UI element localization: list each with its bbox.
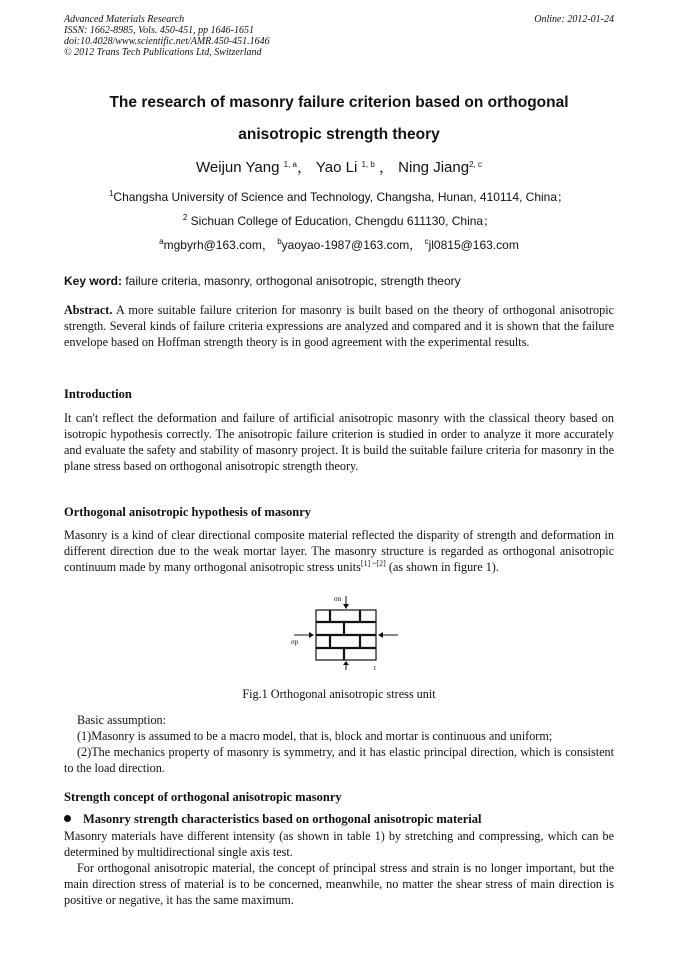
author-affiliation-mark: 1, b: [361, 160, 375, 169]
hypothesis-text: Masonry is a kind of clear directional composite material reflected the disparity of strength and deformation in different direction due to the weak mortar layer. The masonry structure is regarded as orthogonal anisotropic continuum made by many orthogonal anisotropic stress units: [64, 528, 614, 574]
author-name: Weijun Yang: [196, 159, 280, 176]
email-mark: b: [277, 237, 282, 246]
affiliation-mark: 1: [108, 189, 114, 198]
strength-concept-body: [64, 828, 614, 908]
bottom-arrow-head: [343, 661, 349, 665]
label-sigma-p: σp: [291, 638, 299, 646]
stress-unit-diagram: [288, 592, 404, 672]
abstract-label: Abstract.: [64, 303, 113, 317]
assumption-item-2: (2)The mechanics property of masonry is symmetry, and it has elastic principal direction, which is consistent to the load direction.: [64, 745, 614, 775]
left-arrow-head: [309, 632, 314, 638]
email-link[interactable]: jl0815@163.com: [428, 238, 519, 252]
assumption-item-1: (1)Masonry is assumed to be a macro model, that is, block and mortar is continuous and uniform;: [77, 729, 553, 743]
author-list: [64, 156, 614, 177]
email-mark: a: [159, 237, 164, 246]
journal-issn: ISSN: 1662-8985, Vols. 450-451, pp 1646-1651: [64, 25, 254, 36]
section-heading-strength-concept: Strength concept of orthogonal anisotropic masonry: [64, 790, 342, 804]
hypothesis-paragraph: [64, 527, 614, 575]
journal-copyright: © 2012 Trans Tech Publications Ltd, Switzerland: [64, 47, 262, 58]
label-t: t: [374, 664, 376, 672]
citation-refs: [1] ~[2]: [360, 559, 386, 568]
figure-caption: Fig.1 Orthogonal anisotropic stress unit: [242, 687, 436, 701]
section-heading-introduction: Introduction: [64, 387, 132, 401]
paper-title-line-2: anisotropic strength theory: [238, 126, 440, 143]
affiliation-1: [64, 188, 614, 205]
journal-meta: [64, 14, 270, 58]
keywords-text: failure criteria, masonry, orthogonal anisotropic, strength theory: [122, 274, 461, 288]
strength-paragraph-2: For orthogonal anisotropic material, the concept of principal stress and strain is no longer important, but the main direction stress of material is to be concerned, meanwhile, no matter the shear stress of main direction is positive or negative, it has the same maximum.: [64, 861, 614, 907]
author-name: Ning Jiang: [398, 159, 470, 176]
top-arrow-head: [343, 604, 349, 609]
author-name: Yao Li: [315, 159, 358, 176]
label-sigma-n: σn: [334, 595, 342, 603]
email-link[interactable]: yaoyao-1987@163.com，: [281, 238, 422, 252]
paper-title-line-1: The research of masonry failure criterion based on orthogonal: [109, 94, 569, 111]
affiliation-2: [64, 212, 614, 229]
author-separator: ，: [378, 159, 394, 176]
author-affiliation-mark: 1, a: [283, 160, 297, 169]
keywords: [64, 273, 614, 289]
journal-name: Advanced Materials Research: [64, 14, 185, 25]
strength-paragraph-1: Masonry materials have different intensity (as shown in table 1) by stretching and compressing, which can be determined by multidirectional single axis test.: [64, 829, 614, 859]
hypothesis-text-tail: (as shown in figure 1).: [385, 560, 499, 574]
section-heading-hypothesis: Orthogonal anisotropic hypothesis of masonry: [64, 505, 312, 519]
introduction-paragraph: It can't reflect the deformation and failure of artificial anisotropic masonry with the classical theory based on isotropic hypothesis correctly. The anisotropic failure criterion is studied in order to analyze it more accurately and evaluate the safety and stability of masonry project. It is build the suitable failure criteria for masonry in the plane stress based on orthogonal anisotropic strength theory.: [64, 411, 614, 473]
affiliation-text: Sichuan College of Education, Chengdu 611130, China；: [190, 214, 496, 228]
keywords-label: Key word:: [64, 274, 123, 288]
figure-stress-unit: [288, 592, 404, 672]
affiliation-mark: 2: [182, 213, 188, 222]
subsection-bullet: [64, 812, 614, 827]
right-arrow-head: [378, 632, 383, 638]
bullet-icon: [64, 815, 71, 822]
mortar-joints: [316, 610, 376, 660]
subsection-heading: Masonry strength characteristics based on orthogonal anisotropic material: [83, 812, 482, 826]
author-affiliation-mark: 2, c: [469, 160, 482, 169]
email-mark: c: [424, 237, 429, 246]
author-separator: ，: [296, 159, 312, 176]
journal-doi: doi:10.4028/www.scientific.net/AMR.450-451.1646: [64, 36, 270, 47]
email-link[interactable]: mgbyrh@163.com，: [163, 238, 274, 252]
abstract-text: A more suitable failure criterion for masonry is built based on the theory of orthogonal anisotropic strength. Several kinds of failure criteria expressions are analyzed and compared and it is shown that the failure envelope based on Hoffman strength theory is in good agreement with the experimental results.: [64, 303, 614, 349]
journal-header: [64, 14, 614, 58]
author-emails: [64, 236, 614, 253]
online-date: Online: 2012-01-24: [534, 14, 614, 25]
basic-assumptions: [64, 712, 614, 776]
assumption-intro: Basic assumption:: [77, 713, 167, 727]
abstract: [64, 302, 614, 350]
affiliation-text: Changsha University of Science and Technology, Changsha, Hunan, 410114, China；: [113, 190, 570, 204]
